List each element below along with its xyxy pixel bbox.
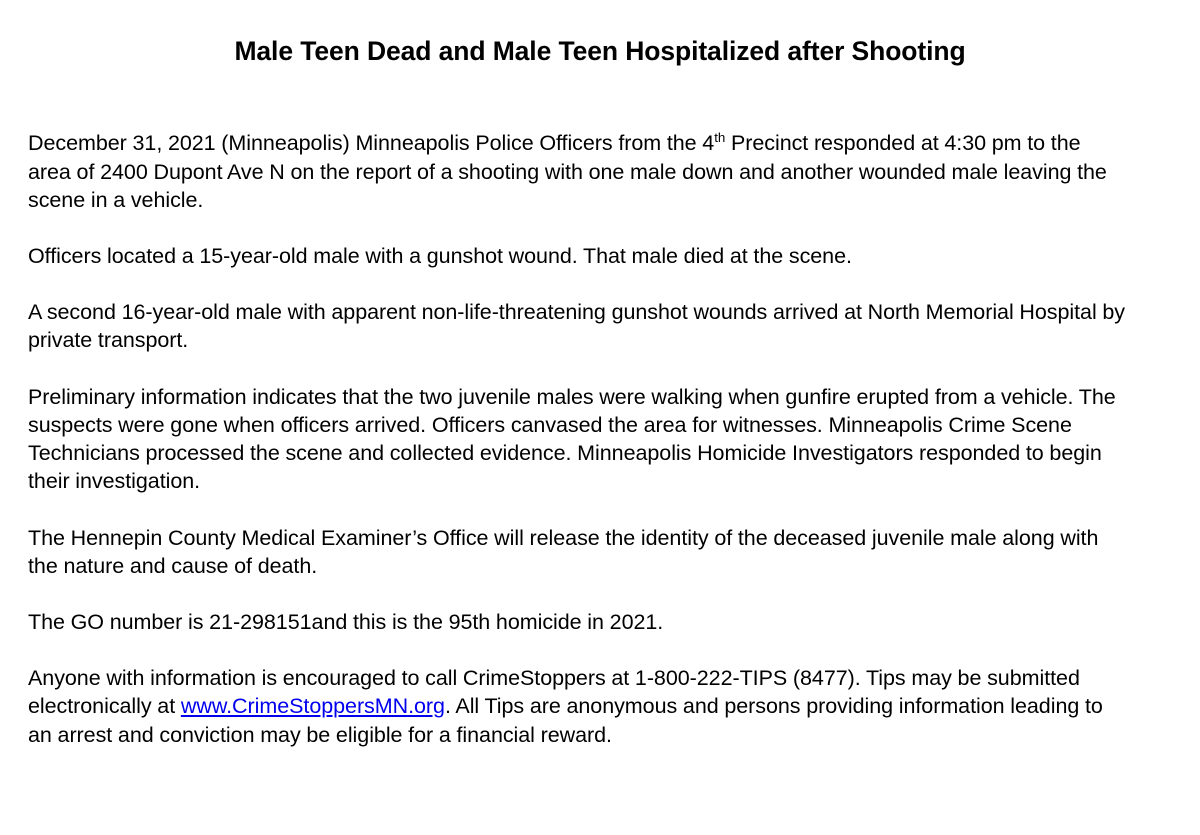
paragraph-incident-summary: [28, 129, 1128, 214]
press-release-body: [0, 129, 1152, 748]
page-title: Male Teen Dead and Male Teen Hospitalized after Shooting: [234, 36, 966, 66]
crimestoppers-link[interactable]: www.CrimeStoppersMN.org: [180, 694, 445, 719]
paragraph-victim-hospitalized: A second 16-year-old male with apparent non-life-threatening gunshot wounds arrived at North Memorial Hospital by private transport.: [28, 300, 1126, 353]
paragraph-go-number: The GO number is 21-298151and this is the 95th homicide in 2021.: [28, 609, 664, 634]
tipline-text-after-link: . All Tips are anonymous and persons providing information leading to an arrest and conviction may be eligible for a financial reward.: [28, 694, 1103, 747]
tipline-text-before-link: Anyone with information is encouraged to call CrimeStoppers at 1-800-222-TIPS (8477). Tips may be submitted electronically at: [28, 666, 1080, 719]
paragraph-victim-deceased: Officers located a 15-year-old male with a gunshot wound. That male died at the scene.: [28, 244, 852, 269]
paragraph-1-text-before-superscript: December 31, 2021 (Minneapolis) Minneapolis Police Officers from the 4: [28, 131, 715, 156]
paragraph-1-text-after-superscript: Precinct responded at 4:30 pm to the area of 2400 Dupont Ave N on the report of a shooting with one male down and another wounded male leaving the scene in a vehicle.: [28, 131, 1107, 212]
paragraph-crimestoppers-tipline: [28, 664, 1128, 749]
paragraph-medical-examiner: The Hennepin County Medical Examiner’s Office will release the identity of the deceased juvenile male along with the nature and cause of death.: [28, 525, 1099, 578]
ordinal-suffix-superscript: th: [714, 130, 726, 146]
paragraph-preliminary-information: Preliminary information indicates that the two juvenile males were walking when gunfire erupted from a vehicle. The suspects were gone when officers arrived. Officers canvased the area for witnesses. Minneapolis Crime Scene Technicians processed the scene and collected evidence. Minneapolis Homicide Investigators responded to begin their investigation.: [28, 384, 1116, 494]
